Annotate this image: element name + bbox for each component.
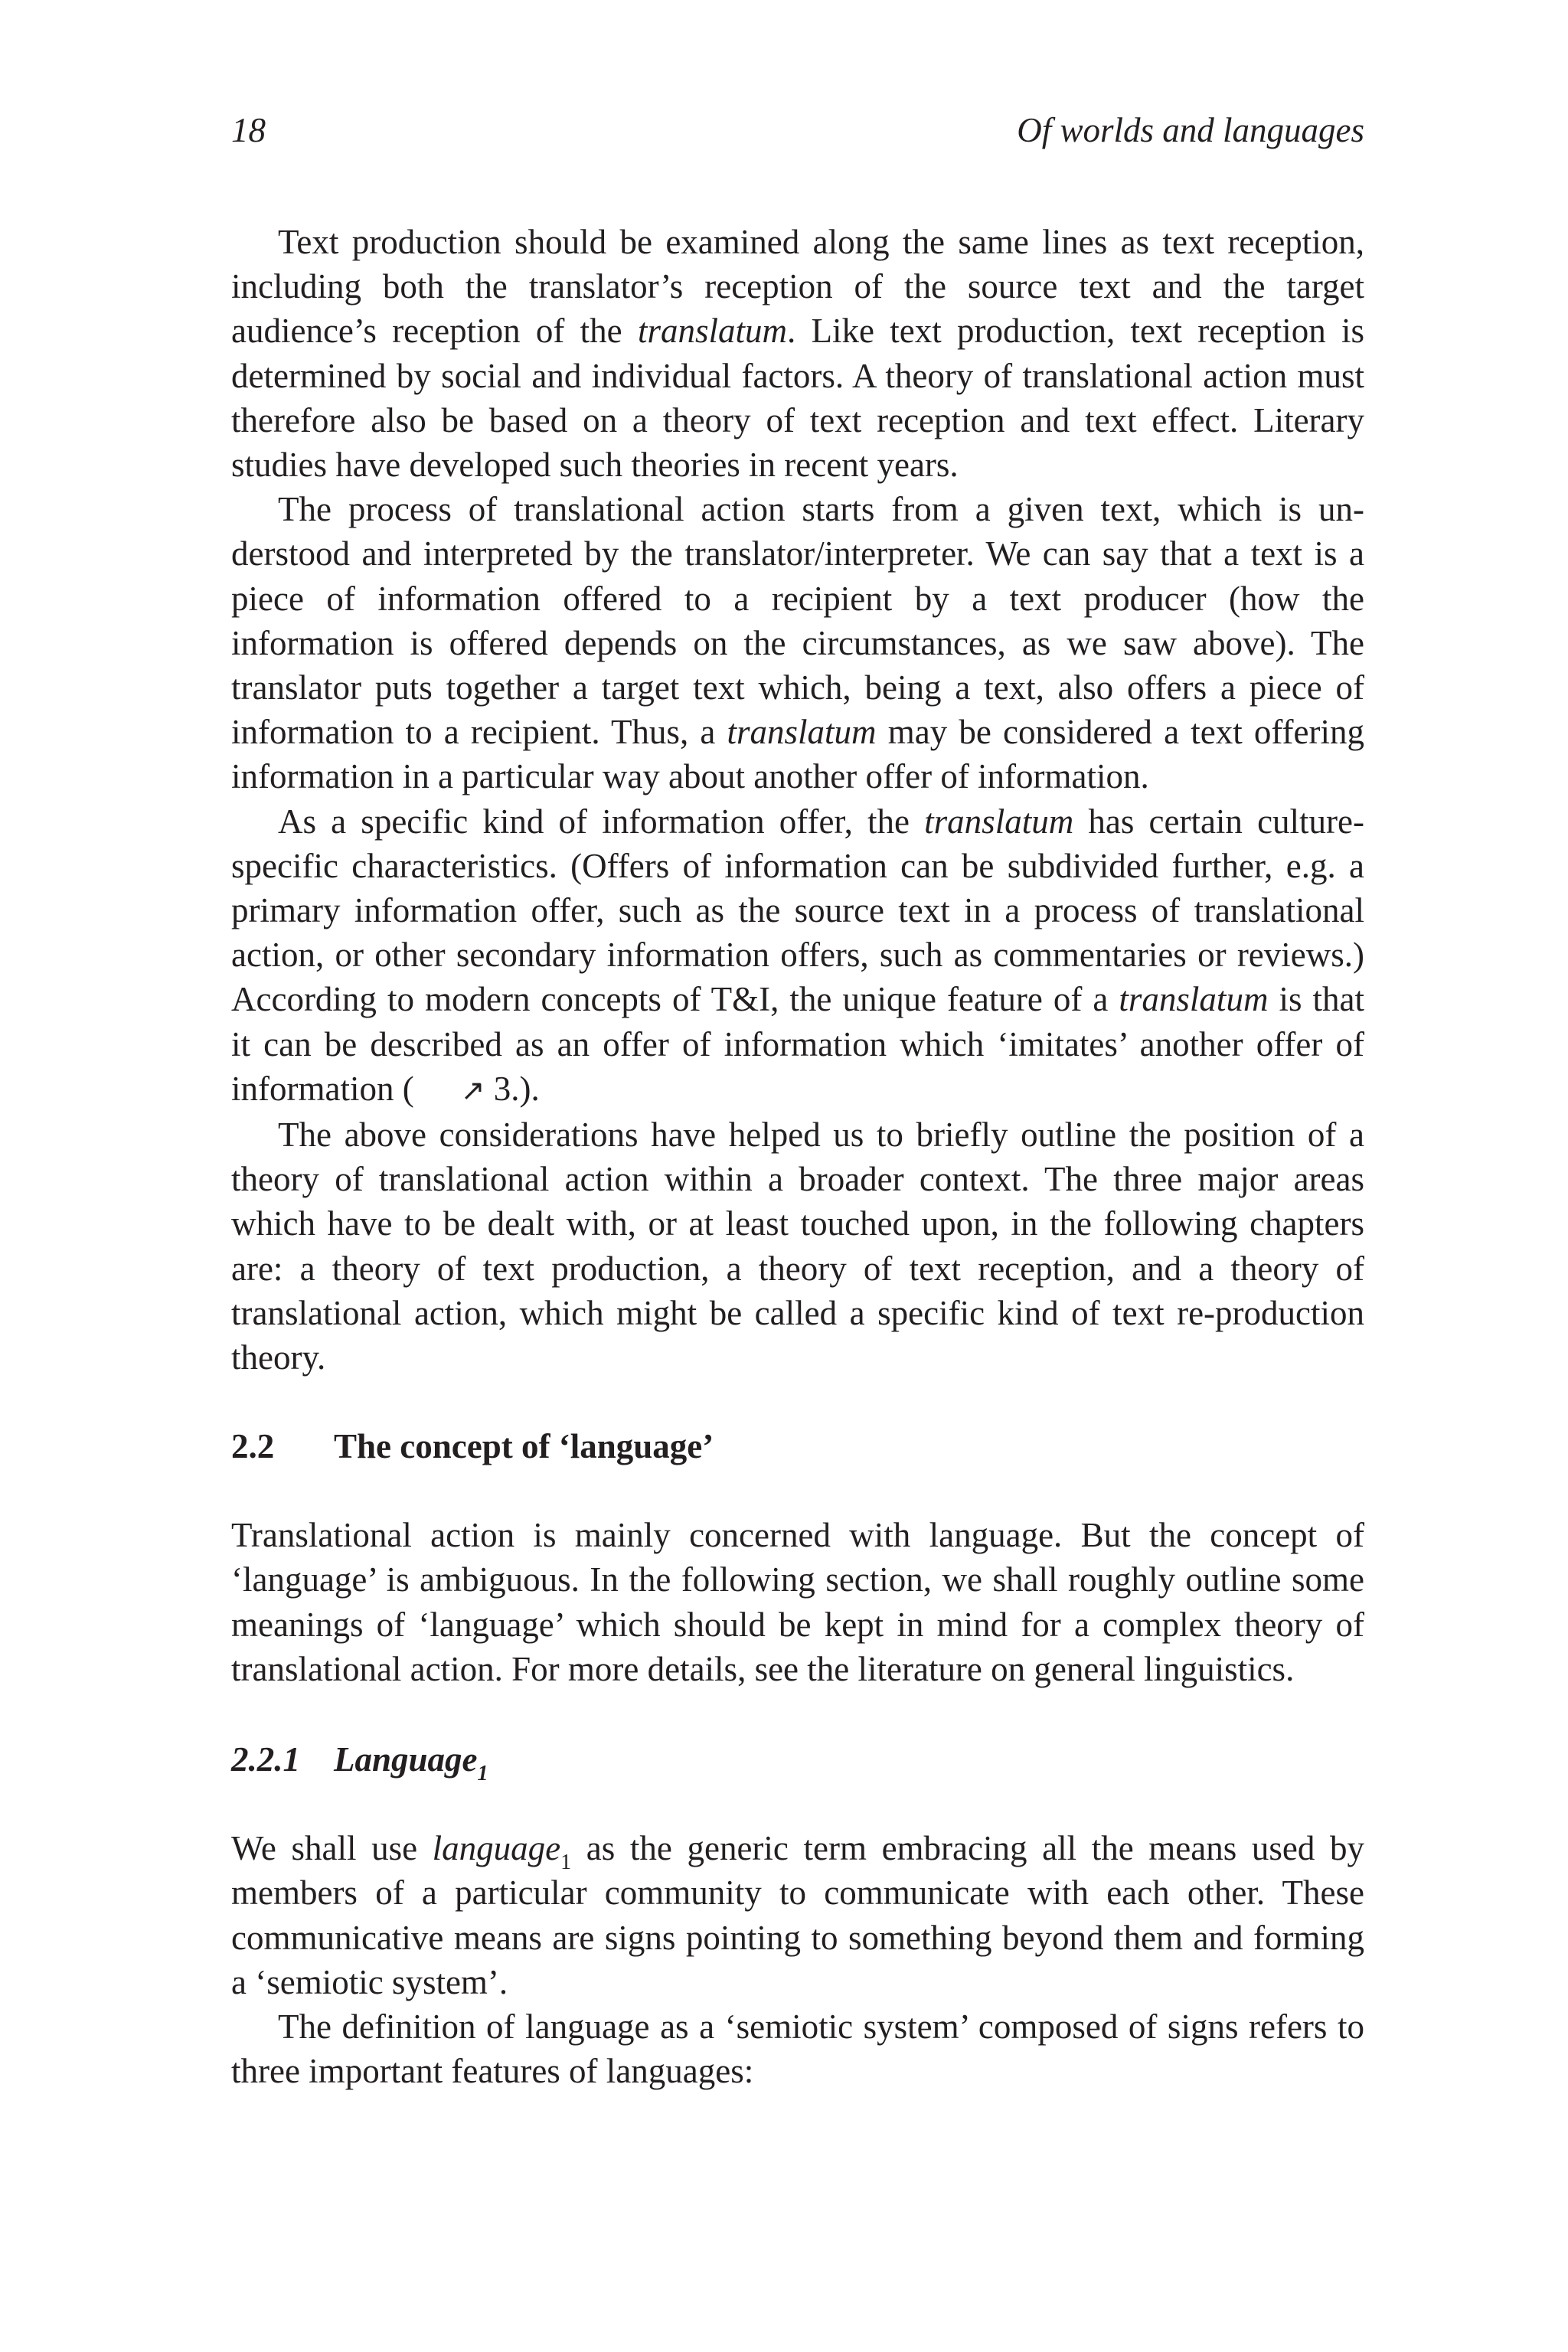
subsection-number: 2.2.1 (231, 1740, 300, 1779)
paragraph-language-ambiguous (231, 1513, 1364, 1691)
text-run: as the generic term embracing all the means used by members of a particular community to communicate with each other. These communicative means are signs pointing to something beyond them and forming a ‘semiotic system’. (231, 1829, 1364, 2001)
page-number: 18 (231, 111, 266, 149)
section-heading-2-2 (231, 1424, 1364, 1468)
section-title: The concept of ‘language’ (334, 1427, 714, 1466)
subsection-subscript: 1 (477, 1762, 488, 1786)
paragraph-language-definition (231, 1826, 1364, 2004)
paragraph-semiotic-system (231, 2004, 1364, 2093)
text-run: The definition of language as a ‘semiotic system’ composed of signs refers to three important features of languages: (231, 2007, 1364, 2091)
italic-term: translatum (1119, 980, 1269, 1019)
text-run: The above considerations have helped us to briefly outline the position of a theory of translational action within a broader context. The three major areas which have to be dealt with, or at least touched upon, in the following chapters are: a theory of text production, a theory of text reception, and a theory of translational action, which might be called a specific kind of text re-production theory. (231, 1116, 1364, 1377)
text-run: The process of translational action starts from a given text, which is understood and interpreted by the translator/interpreter. We can say that a text is a piece of information offered to a recipient by a text producer (how the information is offered depends on the circumstances, as we saw above). The translator puts together a target text which, being a text, also offers a piece of information to a recipient. Thus, a (231, 490, 1364, 752)
running-head (231, 107, 1364, 153)
body-text (231, 220, 1364, 2093)
paragraph-information-offer (231, 799, 1364, 1112)
subsection-heading-2-2-1 (231, 1737, 1364, 1786)
book-page (231, 0, 1364, 2352)
cross-reference-target: 3.). (485, 1069, 540, 1108)
subsection-title: Language (334, 1740, 478, 1779)
paragraph-translation-process (231, 487, 1364, 799)
text-run: Translational action is mainly concerned with language. But the concept of ‘language’ is ambiguous. In the following section, we shall roughly outline some meanings of ‘language’ which should be kept in mind for a complex theory of translational action. For more details, see the literature on general linguistics. (231, 1516, 1364, 1688)
italic-term: translatum (924, 802, 1074, 841)
text-run: is that it can be described as an offer of information which ‘imitates’ another offer of information ( (231, 980, 1364, 1108)
paragraph-text-production (231, 220, 1364, 487)
italic-term: language (432, 1829, 561, 1868)
text-run: has certain culture-specific characteristics. (Offers of information can be subdivided further, e.g. a primary information offer, such as the source text in a process of translational action, or other secondary information offers, such as commentaries or reviews.) According to modern concepts of T&I, the unique feature of a (231, 802, 1364, 1019)
paragraph-considerations (231, 1112, 1364, 1380)
cross-reference-arrow-icon[interactable]: ↗ (460, 1073, 485, 1107)
section-number: 2.2 (231, 1427, 275, 1466)
text-run: Text production should be examined along the same lines as text reception, including both the translator’s reception of the source text and the target audience’s reception of the (231, 223, 1364, 351)
text-run: may be considered a text offering information in a particular way about another offer of information. (231, 713, 1364, 796)
text-run: . Like text production, text reception is determined by social and individual factors. A theory of translational action must therefore also be based on a theory of text reception and text effect. Literary studies have developed such theories in recent years. (231, 312, 1365, 485)
running-title: Of worlds and languages (1017, 111, 1364, 149)
term-subscript: 1 (560, 1851, 572, 1875)
text-run: We shall use (231, 1829, 433, 1868)
text-run: As a specific kind of information offer, the (278, 802, 925, 841)
italic-term: translatum (727, 713, 877, 752)
italic-term: translatum (637, 312, 787, 351)
